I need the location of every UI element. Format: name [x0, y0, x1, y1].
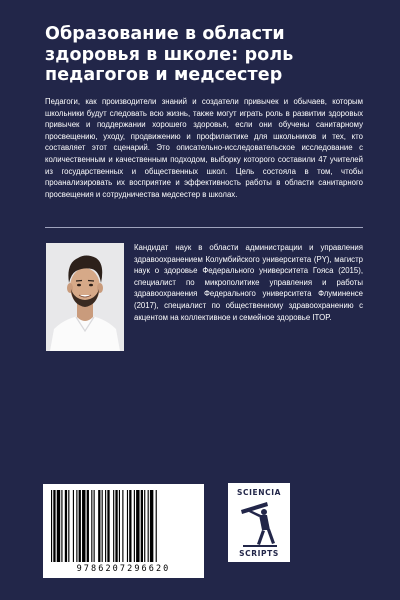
isbn-barcode — [43, 484, 204, 578]
barcode-icon — [43, 484, 204, 564]
publisher-name-bottom: SCRIPTS — [239, 549, 279, 558]
author-photo — [46, 243, 124, 351]
book-title: Образование в области здоровья в школе: роль педагогов и медсестер — [45, 24, 294, 85]
author-portrait-photo — [46, 243, 124, 351]
author-bio: Кандидат наук в области администрации и управления здравоохранением Колумбийского университета (PY), магистр наук о здоровье Федерального университета Гояса (2015), специалист по микрополитике управления и работы здравоохранения Федерального университета Флуминенсе (2017), специалист по общественному здравоохранению с акцентом на коллективное и семейное здоровье ITOP. — [134, 243, 363, 322]
isbn-number: 9786207296620 — [76, 564, 171, 574]
section-divider — [45, 227, 363, 228]
publisher-logo — [228, 483, 290, 562]
person-with-telescope-icon — [237, 498, 281, 548]
book-abstract: Педагоги, как производители знаний и создатели привычек и обычаев, которым школьники будут следовать всю жизнь, также могут играть роль в развитии здоровых привычек и поддержании хорошего здоровья, если они обучены санитарному просвещению, уходу, продвижению и профилактике для школьников и тех, кто составляет этот сценарий. Это описательно-исследовательское исследование с количественным и качественным подходом, выборку которого составили 47 учителей из государственных и общественных школ. Цель состояла в том, чтобы проанализировать их восприятие и эффективность работы в области санитарного просвещения и сотрудничества медсестер в школах. — [45, 97, 363, 199]
publisher-name-top: SCIENCIA — [237, 488, 281, 497]
